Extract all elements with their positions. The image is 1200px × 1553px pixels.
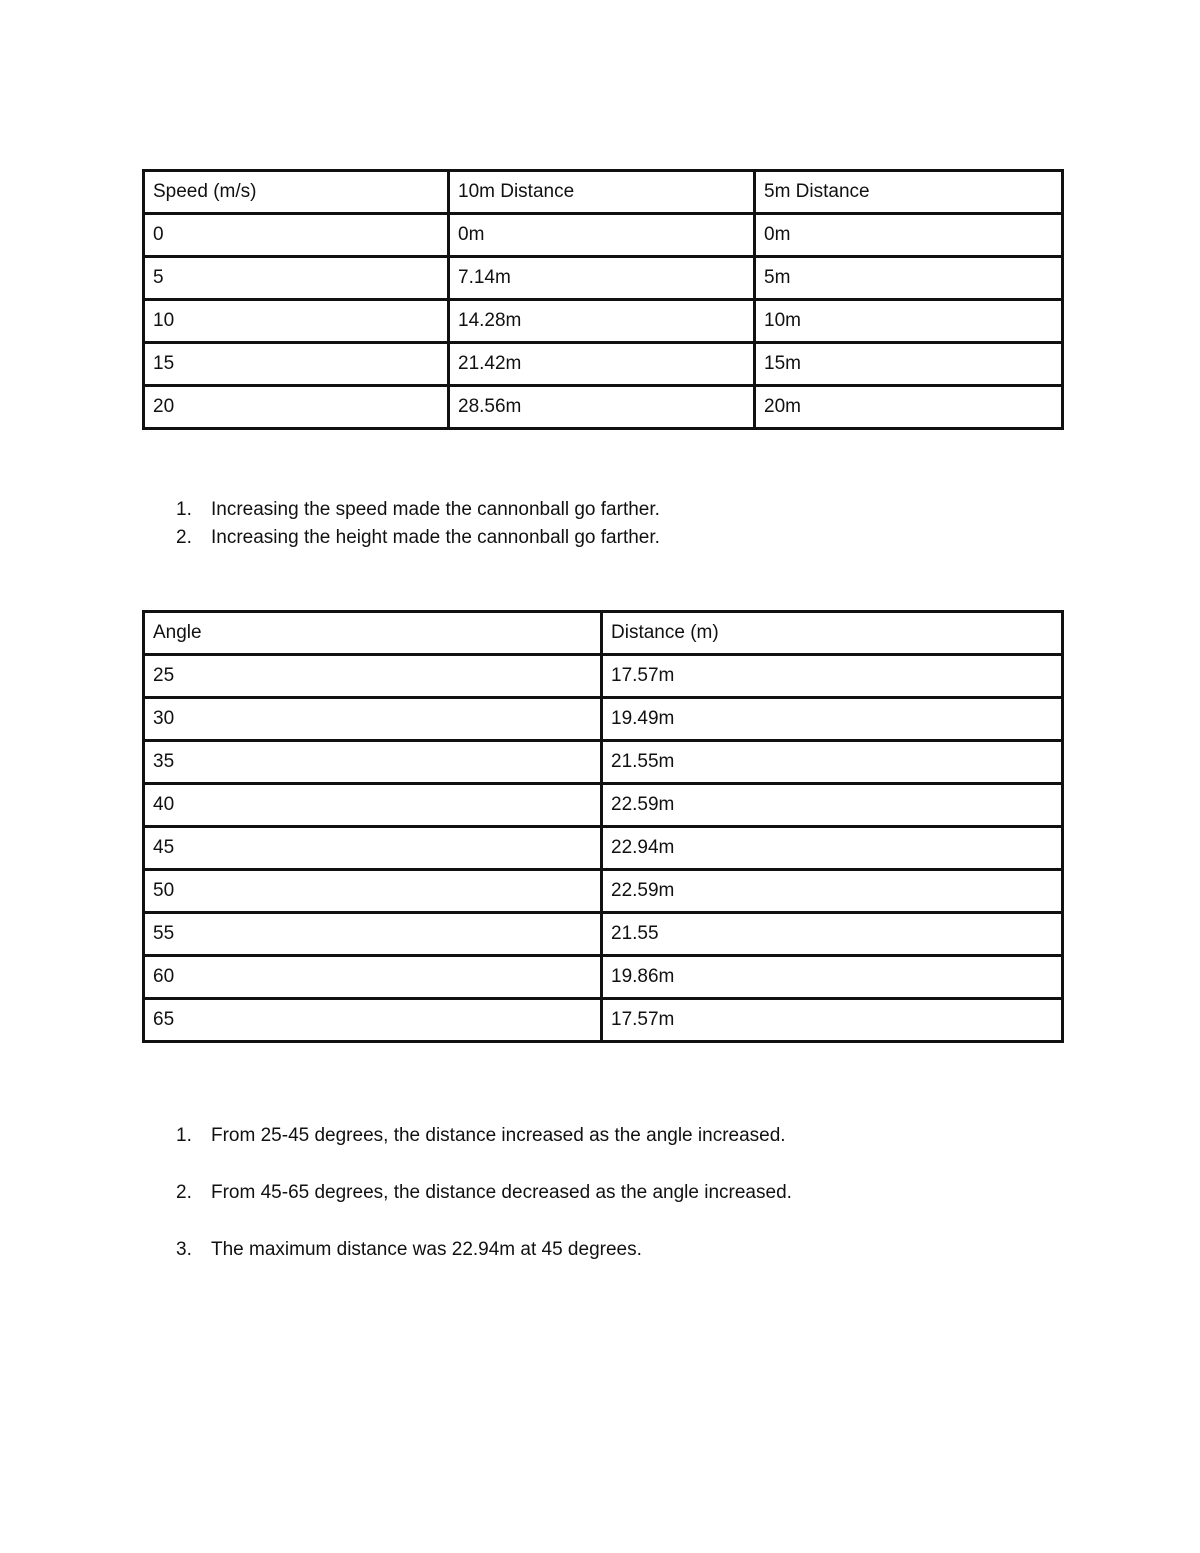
table-row	[144, 870, 1063, 913]
table-cell: 45	[144, 827, 602, 870]
list-item	[176, 1181, 792, 1238]
table-cell: 10	[144, 300, 449, 343]
list-item-text: Increasing the height made the cannonball go farther.	[211, 527, 660, 548]
list-item-text: From 45-65 degrees, the distance decreased as the angle increased.	[211, 1182, 792, 1203]
table-row	[144, 698, 1063, 741]
table-cell: 17.57m	[602, 655, 1063, 698]
table-row	[144, 741, 1063, 784]
table-row	[144, 784, 1063, 827]
list-item-text: From 25-45 degrees, the distance increased as the angle increased.	[211, 1125, 786, 1146]
list-item-text: The maximum distance was 22.94m at 45 degrees.	[211, 1239, 642, 1260]
table-cell: 50	[144, 870, 602, 913]
table-cell: 55	[144, 913, 602, 956]
table-cell: 20m	[755, 386, 1063, 429]
table-cell: 65	[144, 999, 602, 1042]
table-cell: 15m	[755, 343, 1063, 386]
list-number: 2.	[176, 527, 192, 548]
list-item-text: Increasing the speed made the cannonball go farther.	[211, 499, 660, 520]
table-cell: 14.28m	[449, 300, 755, 343]
table-row	[144, 386, 1063, 429]
table-cell: 7.14m	[449, 257, 755, 300]
table-row	[144, 343, 1063, 386]
table-row	[144, 956, 1063, 999]
list-number: 1.	[176, 499, 192, 520]
table-cell: 21.55	[602, 913, 1063, 956]
list-number: 2.	[176, 1182, 192, 1203]
table-header-row	[144, 171, 1063, 214]
table-cell: 15	[144, 343, 449, 386]
table-row	[144, 999, 1063, 1042]
header-10m-distance: 10m Distance	[449, 171, 755, 214]
table-cell: 17.57m	[602, 999, 1063, 1042]
table-cell: 5	[144, 257, 449, 300]
list-item	[176, 498, 660, 526]
list-number: 3.	[176, 1239, 192, 1260]
table-cell: 0m	[755, 214, 1063, 257]
angle-distance-table	[142, 610, 1064, 1043]
header-speed: Speed (m/s)	[144, 171, 449, 214]
list-number: 1.	[176, 1125, 192, 1146]
list-item	[176, 526, 660, 554]
table-cell: 10m	[755, 300, 1063, 343]
table-cell: 25	[144, 655, 602, 698]
table-cell: 20	[144, 386, 449, 429]
header-distance: Distance (m)	[602, 612, 1063, 655]
table-cell: 19.86m	[602, 956, 1063, 999]
table-cell: 22.59m	[602, 870, 1063, 913]
table-cell: 0m	[449, 214, 755, 257]
table-header-row	[144, 612, 1063, 655]
table-cell: 35	[144, 741, 602, 784]
table-row	[144, 300, 1063, 343]
table-cell: 40	[144, 784, 602, 827]
table-cell: 30	[144, 698, 602, 741]
header-5m-distance: 5m Distance	[755, 171, 1063, 214]
table-cell: 21.55m	[602, 741, 1063, 784]
table-row	[144, 827, 1063, 870]
table-cell: 28.56m	[449, 386, 755, 429]
table-cell: 21.42m	[449, 343, 755, 386]
speed-findings-list	[176, 498, 660, 554]
table-row	[144, 257, 1063, 300]
table-row	[144, 913, 1063, 956]
table-cell: 0	[144, 214, 449, 257]
list-item	[176, 1124, 792, 1181]
angle-findings-list	[176, 1124, 792, 1295]
table-cell: 22.59m	[602, 784, 1063, 827]
speed-distance-table	[142, 169, 1064, 430]
header-angle: Angle	[144, 612, 602, 655]
table-cell: 19.49m	[602, 698, 1063, 741]
table-cell: 60	[144, 956, 602, 999]
table-cell: 22.94m	[602, 827, 1063, 870]
table-row	[144, 655, 1063, 698]
list-item	[176, 1238, 792, 1295]
table-cell: 5m	[755, 257, 1063, 300]
table-row	[144, 214, 1063, 257]
